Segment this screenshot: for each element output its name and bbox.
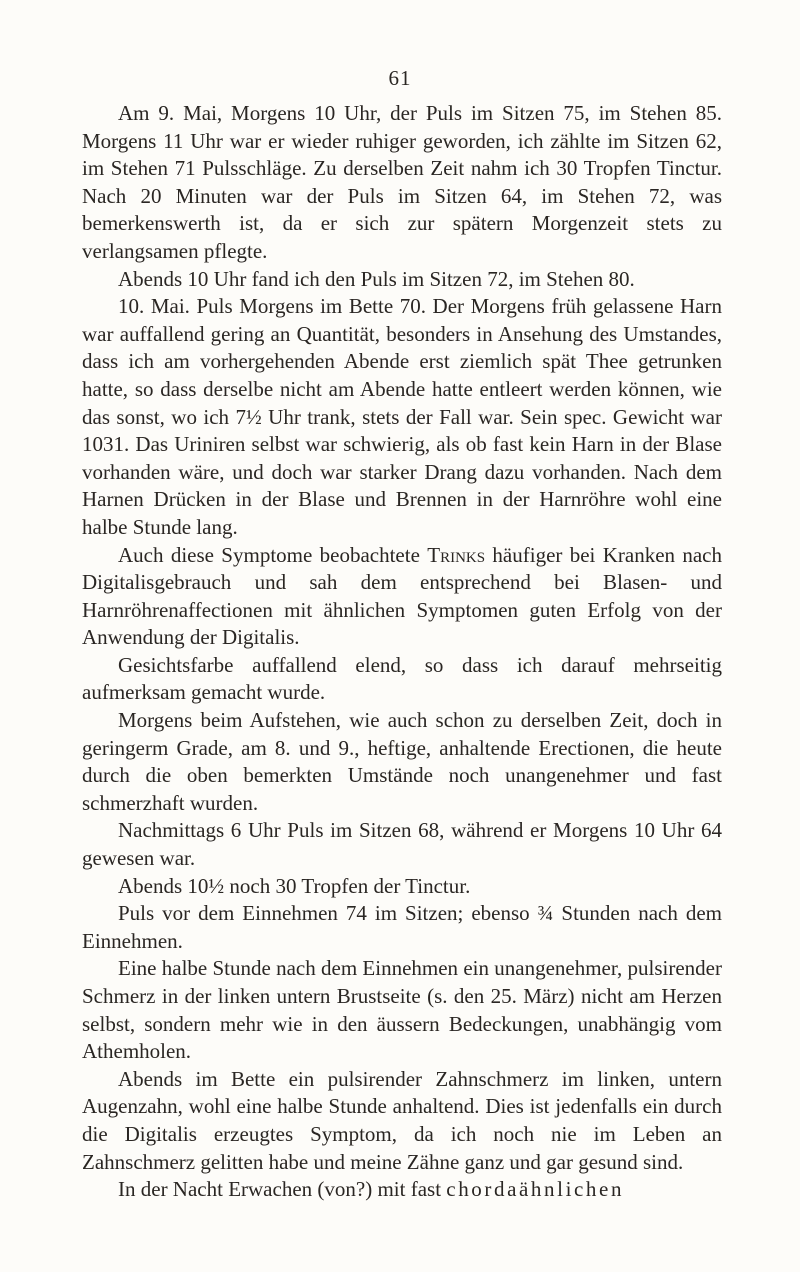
paragraph bbox=[82, 1176, 722, 1204]
paragraph: Morgens beim Aufstehen, wie auch schon zu derselben Zeit, doch in geringerm Grade, am 8. und 9., heftige, anhaltende Erectionen, die heute durch die oben bemerkten Umstände noch unangenehmer und fast schmerzhaft wurden. bbox=[82, 708, 722, 815]
paragraph: Abends 10½ noch 30 Tropfen der Tinctur. bbox=[118, 873, 471, 898]
paragraph: Abends im Bette ein pulsirender Zahnschmerz im linken, untern Augenzahn, wohl eine halbe Stunde anhaltend. Dies ist jedenfalls ein durch die Digitalis erzeugtes Symptom, da ich noch nie im Leben an Zahnschmerz gelitten habe und meine Zähne ganz und gar gesund sind. bbox=[82, 1066, 722, 1174]
text-run: In der Nacht Erwachen (von?) mit fast bbox=[118, 1177, 447, 1202]
paragraph: Am 9. Mai, Morgens 10 Uhr, der Puls im Sitzen 75, im Stehen 85. Morgens 11 Uhr war er wieder ruhiger geworden, ich zählte im Sitzen 62, im Stehen 71 Pulsschläge. Zu derselben Zeit nahm ich 30 Tropfen Tinctur. Nach 20 Minuten war der Puls im Sitzen 64, im Stehen 72, was bemerkenswerth ist, da er sich zur spätern Morgenzeit stets zu verlangsamen pflegte. bbox=[82, 101, 722, 263]
paragraph bbox=[82, 542, 722, 652]
paragraph: Puls vor dem Einnehmen 74 im Sitzen; ebenso ¾ Stunden nach dem Einnehmen. bbox=[82, 901, 722, 953]
paragraph: 10. Mai. Puls Morgens im Bette 70. Der Morgens früh gelassene Harn war auffallend gering an Quantität, besonders in Ansehung des Umstandes, dass ich am vorhergehenden Abende erst ziemlich spät Thee getrunken hatte, so dass derselbe nicht am Abende hatte entleert werden können, wie das sonst, wo ich 7½ Uhr trank, stets der Fall war. Sein spec. Gewicht war 1031. Das Uriniren selbst war schwierig, als ob fast kein Harn in der Blase vorhanden wäre, und doch war starker Drang dazu vorhanden. Nach dem Harnen Drücken in der Blase und Brennen in der Harnröhre wohl eine halbe Stunde lang. bbox=[82, 294, 722, 539]
body-text bbox=[82, 100, 722, 1204]
text-run: Auch diese Symptome beobachtete bbox=[118, 542, 428, 567]
paragraph: Nachmittags 6 Uhr Puls im Sitzen 68, während er Morgens 10 Uhr 64 gewesen war. bbox=[82, 818, 722, 871]
paragraph: Abends 10 Uhr fand ich den Puls im Sitzen 72, im Stehen 80. bbox=[118, 266, 635, 291]
text-run: häufiger bei Kranken nach Digitalisgebrauch und sah dem entsprechend bei Blasen- und Harnröhrenaffectionen mit ähnlichen Symptomen guten Erfolg von der Anwendung der Digitalis. bbox=[82, 542, 722, 650]
paragraph: Eine halbe Stunde nach dem Einnehmen ein unangenehmer, pulsirender Schmerz in der linken untern Brustseite (s. den 25. März) nicht am Herzen selbst, sondern mehr wie in den äussern Bedeckungen, unabhängig vom Athemholen. bbox=[82, 956, 722, 1064]
page-number: 61 bbox=[388, 66, 412, 90]
author-name: Trinks bbox=[427, 542, 486, 567]
emphasized-word: chordaähnlichen bbox=[446, 1177, 625, 1202]
paragraph: Gesichtsfarbe auffallend elend, so dass ich darauf mehrseitig aufmerksam gemacht wurde. bbox=[82, 652, 722, 705]
